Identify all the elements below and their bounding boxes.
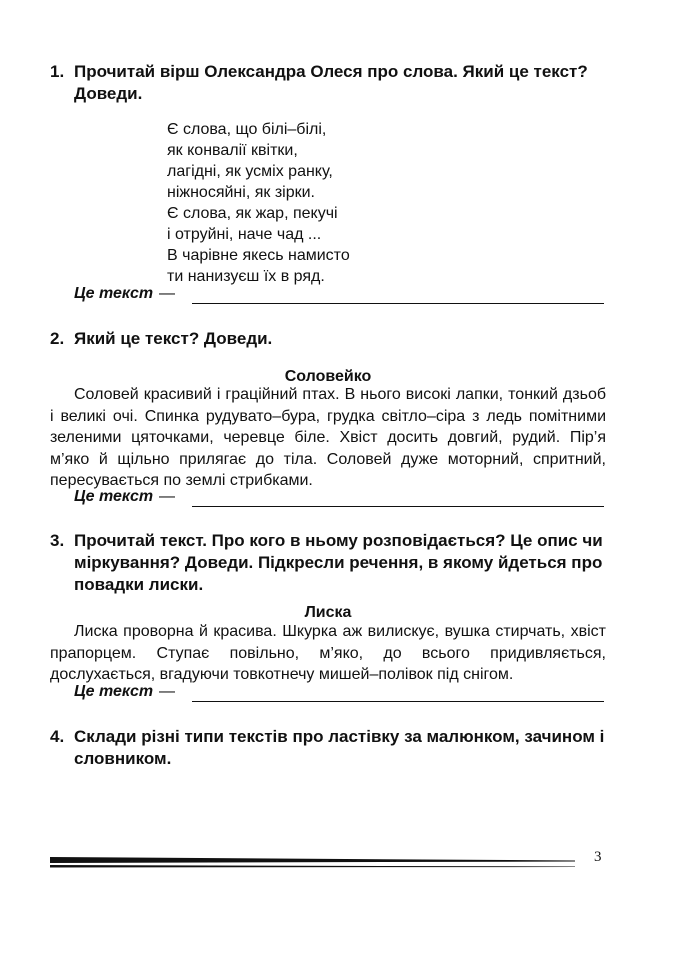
question-4-text: Склади різні типи текстів про ластівку за малюнком, зачином і словником. xyxy=(74,727,605,768)
answer-label: Це текст xyxy=(74,285,154,302)
answer-line-2[interactable] xyxy=(74,488,604,510)
answer-line-1[interactable] xyxy=(74,285,604,307)
answer-label: Це текст xyxy=(74,488,154,505)
question-4-number: 4. xyxy=(50,727,65,746)
text-title-lyska: Лиска xyxy=(304,604,352,621)
poem-line: лагідні, як усміх ранку, xyxy=(167,163,333,180)
question-3 xyxy=(50,530,610,596)
question-4 xyxy=(50,726,610,770)
poem-line: і отруйні, наче чад ... xyxy=(167,226,322,243)
text-paragraph-lyska: Лиска проворна й красива. Шкурка аж вилискує, вушка стирчать, хвіст прапорцем. Ступає повільно, м’яко, до всього придивляється, дослухається, вгадуючи товкотнечу мишей–полівок під снігом. xyxy=(50,623,606,683)
poem-line: Є слова, як жар, пекучі xyxy=(167,205,338,222)
page-number: 3 xyxy=(594,849,602,865)
answer-label: Це текст xyxy=(74,683,154,700)
question-1-text: Прочитай вірш Олександра Олеся про слова. Який це текст? Доведи. xyxy=(74,62,588,103)
poem-line: В чарівне якесь намисто xyxy=(167,247,350,264)
text-paragraph-soloveiko: Соловей красивий і граційний птах. В нього високі лапки, тонкий дзьоб і великі очі. Спинка рудувато–бура, грудка світло–сіра з ледь помітними зеленими цяточками, черевце біле. Хвіст досить довгий, рудий. Пір’я м’яко й щільно прилягає до тіла. Соловей дуже моторний, спритний, пересувається по землі стрибками. xyxy=(50,386,606,489)
footer-decorative-lines xyxy=(50,855,575,869)
question-3-number: 3. xyxy=(50,531,65,550)
text-title-soloveiko: Соловейко xyxy=(284,368,372,385)
question-1-number: 1. xyxy=(50,62,65,81)
poem-line: Є слова, що білі–білі, xyxy=(167,121,327,138)
poem xyxy=(167,119,350,287)
poem-line: ти нанизуєш їх в ряд. xyxy=(167,268,325,285)
question-3-text: Прочитай текст. Про кого в ньому розповідається? Це опис чи міркування? Доведи. Підкресли речення, в якому йдеться про повадки лиски. xyxy=(74,531,603,594)
answer-blank[interactable] xyxy=(192,303,604,304)
answer-blank[interactable] xyxy=(192,701,604,702)
question-2-number: 2. xyxy=(50,329,65,348)
question-1 xyxy=(50,61,610,105)
poem-line: як конвалії квітки, xyxy=(167,142,298,159)
answer-dash: — xyxy=(159,683,175,700)
answer-dash: — xyxy=(159,285,175,302)
question-2-text: Який це текст? Доведи. xyxy=(74,329,273,348)
question-2 xyxy=(50,328,610,350)
answer-blank[interactable] xyxy=(192,506,604,507)
answer-line-3[interactable] xyxy=(74,683,604,705)
answer-dash: — xyxy=(159,488,175,505)
poem-line: ніжносяйні, як зірки. xyxy=(167,184,315,201)
